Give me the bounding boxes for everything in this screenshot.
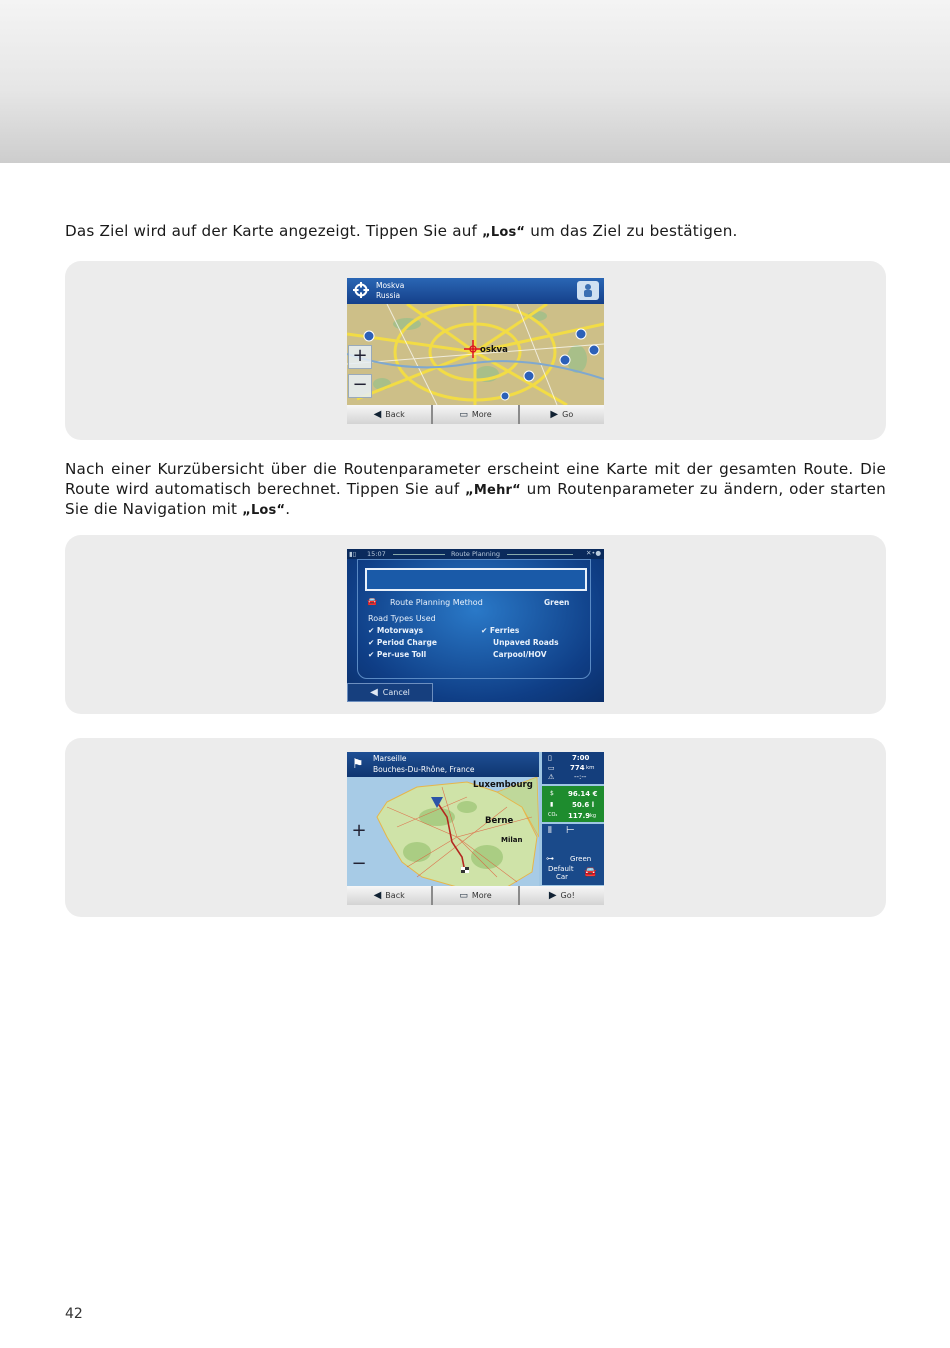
arrow-left-icon: ◀: [373, 890, 382, 901]
go-button[interactable]: ▶ Go: [550, 409, 574, 420]
map-city-label: oskva: [480, 345, 508, 355]
signal-icon: ✕•●: [586, 549, 601, 557]
battery-icon: ▮▯: [349, 550, 357, 558]
cost-info-box[interactable]: [542, 786, 604, 822]
zoom-in-button[interactable]: +: [348, 345, 372, 369]
map-destination-screenshot: [347, 278, 604, 424]
destination-bar: [347, 278, 604, 304]
status-time: 15:07: [367, 550, 386, 558]
road-type-carpool: Carpool/HOV: [493, 650, 547, 659]
road-type-motorways: ✔ Motorways: [368, 626, 424, 635]
arrow-right-icon: ▶: [548, 890, 557, 901]
destination-city: Moskva: [376, 281, 405, 290]
motorway-icon: ⫴: [548, 826, 552, 836]
check-icon: ✔: [368, 626, 377, 635]
check-icon: ✔: [368, 650, 377, 659]
distance-unit: km: [586, 765, 595, 771]
back-button[interactable]: ◀ Back: [347, 886, 433, 905]
co2-value: 117.9: [568, 812, 591, 820]
road-type-per-use-toll: ✔ Per-use Toll: [368, 650, 427, 659]
remaining-value: --:--: [574, 773, 587, 781]
map-label-berne: Berne: [485, 816, 514, 826]
route-progress-field: [365, 568, 587, 591]
car-icon: 🚘: [367, 597, 377, 606]
screenshot-panel-3: [65, 738, 886, 917]
instruction-paragraph-2: Nach einer Kurzübersicht über die Routenparameter erscheint eine Karte mit der gesamten Route. Die Route wird automatisch berechnet. Tippen Sie auf „Mehr“ um Routenparameter zu ändern, oder starten Sie die Navigation mit „Los“.: [65, 460, 886, 518]
trip-info-box[interactable]: [542, 752, 604, 784]
toll-icon: ⊢: [566, 825, 575, 836]
route-method-icon: ⊶: [546, 854, 554, 863]
more-icon: ▭: [459, 409, 468, 420]
clock-icon: ▯: [548, 754, 552, 762]
go-button[interactable]: ▶ Go!: [548, 890, 575, 901]
road-types-label: Road Types Used: [368, 614, 436, 623]
check-icon: ✔: [481, 626, 490, 635]
distance-value: 774: [570, 764, 585, 772]
route-destination-bar: [347, 752, 539, 777]
road-type-unpaved: Unpaved Roads: [493, 638, 559, 647]
co2-unit: kg: [590, 813, 597, 819]
map-label-luxembourg: Luxembourg: [473, 780, 533, 790]
map-bottom-bar: [347, 886, 604, 905]
destination-country: Russia: [376, 291, 401, 300]
person-info-button[interactable]: [577, 281, 599, 300]
person-icon: [577, 281, 599, 300]
eta-value: 7:00: [572, 754, 590, 762]
route-city: Marseille: [373, 754, 407, 763]
more-button[interactable]: ▭ More: [433, 405, 519, 424]
route-planning-screenshot: [347, 549, 604, 702]
vehicle-type: Car: [556, 873, 569, 881]
warning-icon: ⚠: [548, 773, 555, 781]
status-bar: [347, 549, 604, 559]
moscow-map: [347, 304, 604, 405]
page-number: 42: [65, 1306, 83, 1322]
co2-icon: CO₂: [548, 812, 558, 818]
check-icon: ✔: [368, 638, 377, 647]
zoom-out-button[interactable]: −: [348, 374, 372, 398]
car-icon: 🚘: [584, 867, 597, 878]
status-title: Route Planning: [451, 550, 500, 558]
screenshot-panel-2: [65, 535, 886, 714]
distance-icon: ▭: [548, 764, 555, 772]
route-overview-screenshot: [347, 752, 604, 905]
instruction-paragraph-1: Das Ziel wird auf der Karte angezeigt. Tippen Sie auf „Los“ um das Ziel zu bestätigen.: [65, 222, 738, 240]
cost-icon: $: [550, 790, 554, 797]
route-profile-box[interactable]: [542, 852, 604, 885]
road-type-period-charge: ✔ Period Charge: [368, 638, 437, 647]
route-region: Bouches-Du-Rhône, France: [373, 765, 475, 774]
cancel-button[interactable]: ◀ Cancel: [347, 683, 433, 702]
map-label-milan: Milan: [501, 836, 523, 844]
route-method-value: Green: [570, 855, 592, 863]
crosshair-icon: [353, 282, 369, 298]
more-icon: ▭: [459, 890, 468, 901]
arrow-left-icon: ◀: [373, 409, 382, 420]
cost-value: 96.14 €: [568, 790, 598, 798]
method-value: Green: [544, 598, 570, 607]
fuel-value: 50.6 l: [572, 801, 595, 809]
france-map: [347, 777, 539, 887]
road-type-ferries: ✔ Ferries: [481, 626, 520, 635]
back-button[interactable]: ◀ Back: [347, 405, 433, 424]
header-band: [0, 0, 950, 163]
arrow-right-icon: ▶: [550, 409, 559, 420]
method-label: Route Planning Method: [390, 598, 483, 607]
more-button[interactable]: ▭ More: [433, 886, 519, 905]
fuel-icon: ▮: [550, 801, 554, 808]
zoom-in-button[interactable]: +: [351, 820, 367, 841]
vehicle-profile: Default: [548, 865, 574, 873]
checkered-flag-icon: ⚑: [352, 757, 364, 772]
arrow-left-icon: ◀: [370, 687, 378, 698]
map-bottom-bar: [347, 405, 604, 424]
screenshot-panel-1: [65, 261, 886, 440]
zoom-out-button[interactable]: −: [351, 853, 367, 874]
